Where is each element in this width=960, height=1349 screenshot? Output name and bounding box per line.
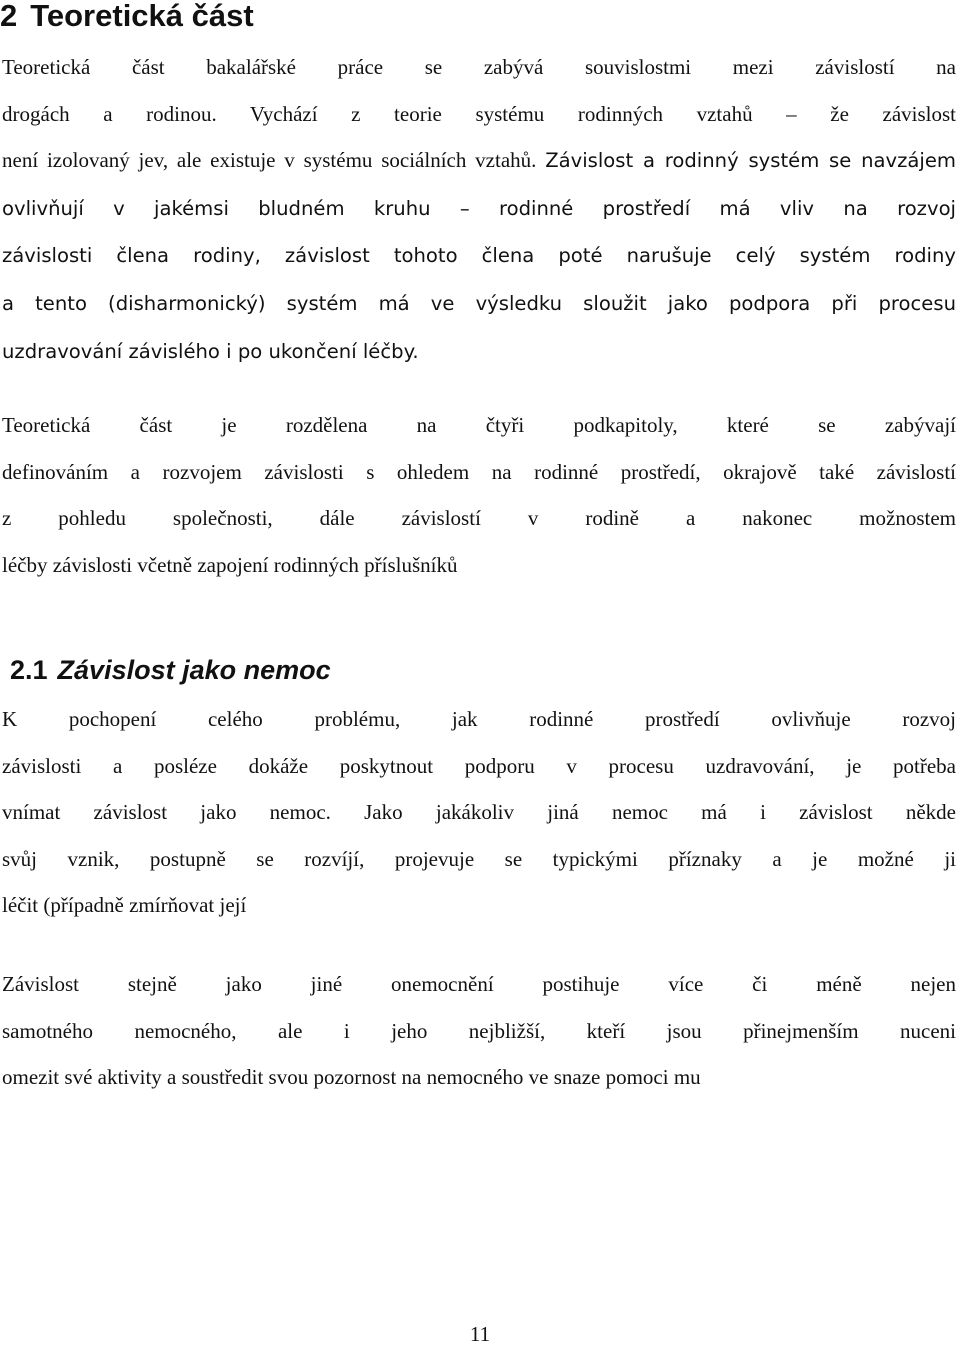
text-line: vnímat závislost jako nemoc. Jako jakákoliv jiná nemoc má i závislost někde: [2, 800, 956, 825]
text-line: Teoretická část bakalářské práce se zabývá souvislostmi mezi závislostí na: [2, 55, 956, 79]
page-number: 11: [469, 1322, 491, 1346]
text-line: Teoretická část je rozdělena na čtyři podkapitoly, které se zabývají: [2, 413, 956, 437]
text-line: uzdravování závislého i po ukončení léčby.: [2, 339, 419, 363]
text-line: není izolovaný jev, ale existuje v systému sociálních vztahů. Závislost a rodinný systém se navzájem: [2, 148, 956, 173]
family-impact-paragraph: [2, 961, 956, 1101]
text-line: a tento (disharmonický) systém má ve výsledku sloužit jako podpora při procesu: [2, 291, 956, 315]
section-title: Závislost jako nemoc: [57, 655, 331, 685]
structure-paragraph: [2, 402, 956, 588]
text-line: z pohledu společnosti, dále závislostí v rodině a nakonec možnostem: [2, 506, 956, 531]
text-line: svůj vznik, postupně se rozvíjí, projevuje se typickými příznaky a je možné ji: [2, 846, 956, 871]
text-line: léčby závislosti včetně zapojení rodinných příslušníků: [2, 552, 458, 577]
section-number: 2.1: [10, 655, 48, 685]
text-line: Závislost stejně jako jiné onemocnění postihuje více či méně nejen: [2, 972, 956, 996]
text-line: definováním a rozvojem závislosti s ohledem na rodinné prostředí, okrajově také závislostí: [2, 459, 956, 484]
text-line: K pochopení celého problému, jak rodinné prostředí ovlivňuje rozvoj: [2, 707, 956, 731]
chapter-heading: [0, 0, 254, 36]
text-line: léčit (případně zmírňovat její: [2, 893, 247, 918]
text-line: samotného nemocného, ale i jeho nejbližší, kteří jsou přinejmenším nuceni: [2, 1018, 956, 1043]
disease-paragraph: [2, 696, 956, 929]
intro-paragraph: [2, 44, 956, 375]
chapter-number: 2: [0, 0, 18, 33]
chapter-title: Teoretická část: [30, 0, 254, 33]
text-line: drogách a rodinou. Vychází z teorie systému rodinných vztahů – že závislost: [2, 101, 956, 126]
text-line: omezit své aktivity a soustředit svou pozornost na nemocného ve snaze pomoci mu: [2, 1065, 701, 1090]
text-line: závislosti člena rodiny, závislost tohoto člena poté narušuje celý systém rodiny: [2, 244, 956, 268]
section-heading: [10, 652, 331, 688]
text-line: závislosti a posléze dokáže poskytnout podporu v procesu uzdravování, je potřeba: [2, 753, 956, 778]
text-line: ovlivňují v jakémsi bludném kruhu – rodinné prostředí má vliv na rozvoj: [2, 196, 956, 220]
